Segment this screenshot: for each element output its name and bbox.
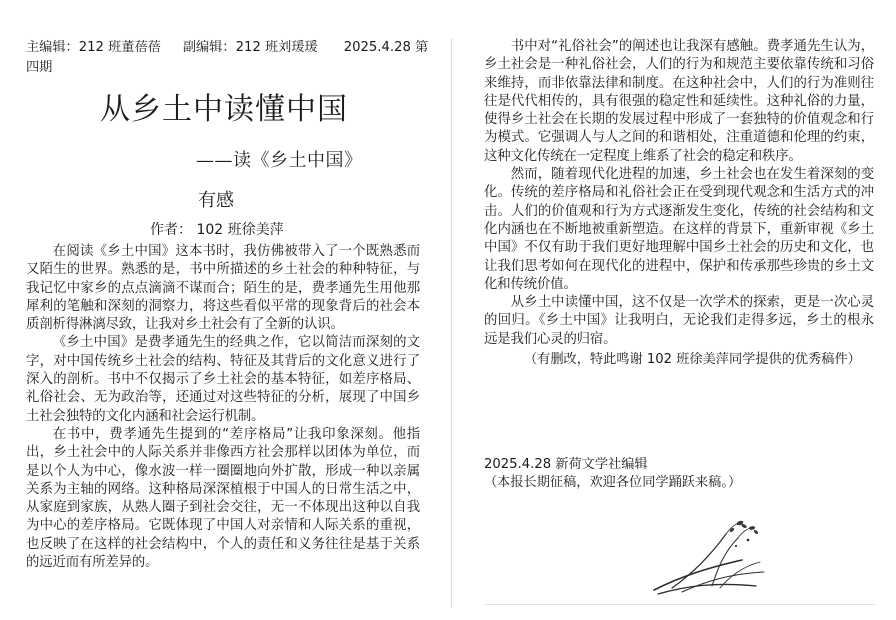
article-subtitle-tail: 有感	[198, 190, 234, 211]
article-body-right	[484, 38, 874, 369]
paragraph: 然而，随着现代化进程的加速，乡土社会也在发生着深刻的变化。传统的差序格局和礼俗社会正在受到现代观念和生活方式的冲击。人们的价值观和行为方式逐渐发生变化，传统的社会结构和文化内涵也在不断地被重新塑造。在这样的背景下，重新审视《乡土中国》不仅有助于我们更好地理解中国乡土社会的历史和文化，也让我们思考如何在现代化的进程中，保护和传承那些珍贵的乡土文化和传统价值。	[484, 167, 874, 292]
issue-number: 四期	[26, 60, 53, 75]
chief-editor: 主编辑：212 班董蓓蓓	[26, 40, 161, 55]
paragraph: 在阅读《乡土中国》这本书时，我仿佛被带入了一个既熟悉而又陌生的世界。熟悉的是，书中所描述的乡土社会的种种特征，与我记忆中家乡的点点滴滴不谋而合；陌生的是，费孝通先生用他那犀利的笔触和深刻的洞察力，将这些看似平常的现象背后的社会本质剖析得淋漓尽致，让我对乡土社会有了全新的认识。	[26, 244, 420, 333]
paragraph: 从乡土中读懂中国，这不仅是一次学术的探索，更是一次心灵的回归。《乡土中国》让我明白，无论我们走得多远，乡土的根永远是我们心灵的归宿。	[484, 295, 874, 347]
publisher-line: 2025.4.28 新荷文学社编辑	[484, 457, 648, 472]
paragraph: 《乡土中国》是费孝通先生的经典之作，它以简洁而深刻的文字，对中国传统乡土社会的结构、特征及其背后的文化意义进行了深入的剖析。书中不仅揭示了乡土社会的基本特征，如差序格局、礼俗社会、无为政治等，还通过对这些特征的分析，展现了中国乡土社会独特的文化内涵和社会运行机制。	[26, 335, 420, 424]
issue-date: 2025.4.28 第	[343, 40, 429, 55]
call-for-papers: （本报长期征稿，欢迎各位同学踊跃来稿。）	[484, 475, 742, 491]
bottom-rule	[484, 604, 876, 605]
paragraph: 书中对“礼俗社会”的阐述也让我深有感触。费孝通先生认为，乡土社会是一种礼俗社会，人们的行为和规范主要依靠传统和习俗来维持，而非依靠法律和制度。在这种社会中，人们的行为准则往往是代代相传的，具有很强的稳定性和延续性。这种礼俗的力量，使得乡土社会在长期的发展过程中形成了一套独特的价值观念和行为模式。它强调人与人之间的和谐相处，注重道德和伦理的约束，这种文化传统在一定程度上维系了社会的稳定和秩序。	[484, 39, 874, 164]
masthead-editors	[26, 38, 429, 58]
article-author: 作者： 102 班徐美萍	[150, 222, 284, 238]
edit-note: （有删改，特此鸣谢 102 班徐美萍同学提供的优秀稿件）	[524, 352, 861, 368]
orchid-ink-painting-icon	[652, 516, 772, 598]
article-subtitle: ——读《乡土中国》	[196, 150, 363, 171]
footer-block	[484, 456, 874, 493]
deputy-editor: 副编辑：212 班刘瑗瑗	[182, 40, 318, 55]
article-title: 从乡土中读懂中国	[100, 92, 348, 127]
paragraph: 在书中，费孝通先生提到的“差序格局”让我印象深刻。他指出，乡土社会中的人际关系并非像西方社会那样以团体为单位，而是以个人为中心，像水波一样一圈圈地向外扩散，形成一种以亲属关系为主轴的网络。这种格局深深植根于中国人的日常生活之中，从家庭到家族，从熟人圈子到社会交往，无一不体现出这种以自我为中心的差序格局。它既体现了中国人对亲情和人际关系的重视，也反映了在这样的社会结构中，个人的责任和义务往往是基于关系的远近而有所差异的。	[26, 426, 420, 571]
column-divider	[451, 38, 452, 608]
article-body-left	[26, 243, 420, 572]
